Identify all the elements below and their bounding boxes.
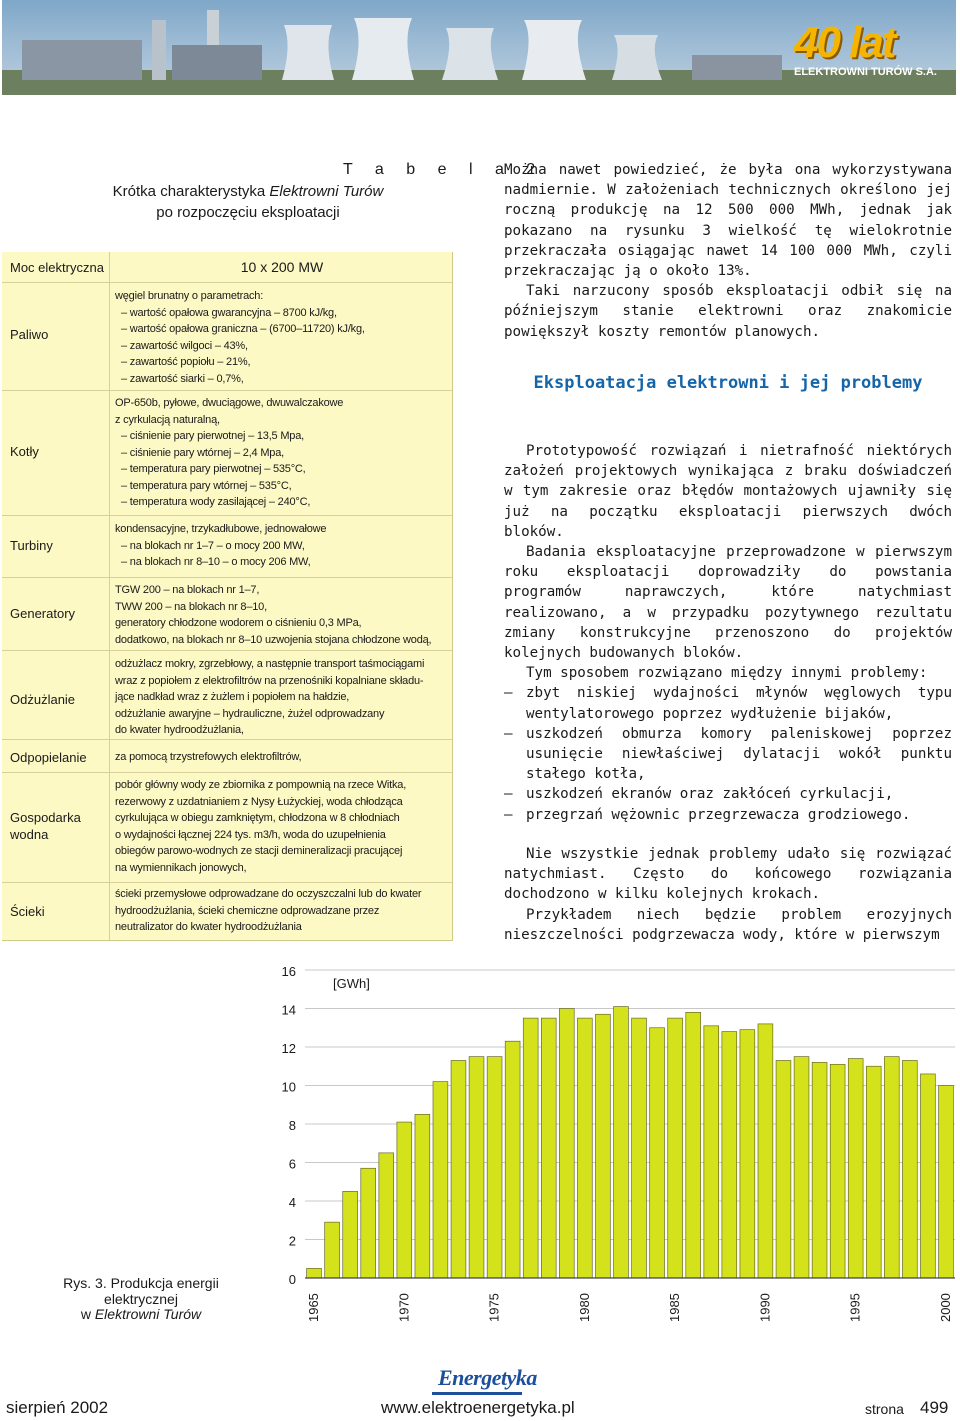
list-item: – przegrzań wężownic przegrzewacza grodziowego. (504, 805, 952, 825)
row-label-odzuzlanie: Odżużlanie (10, 692, 76, 707)
header-banner (2, 0, 956, 95)
paragraph: Nie wszystkie jednak problemy udało się rozwiązać natychmiast. Często do końcowego rozwiązania dochodzono w kilku kolejnych krokach. (504, 846, 952, 903)
bar (812, 1062, 827, 1278)
x-tick-label: 2000 (937, 1293, 953, 1322)
row-value-gospodarka-wodna: pobór główny wody ze zbiornika z pompownią na rzece Witka, rezerwowy z uzdatnianiem z Nysy Łużyckiej, woda chłodząca cyrkulująca w obiegu zamkniętym, chłodzona w 8 chłodniach o wydajności łącznej 224 tys. m3/h, woda do uzupełnienia obiegów parowo-wodnych ze stacji demineralizacji pracującej na wymiennikach jonowych, (115, 779, 407, 874)
footer-page-prefix: strona (865, 1401, 904, 1417)
y-tick-label: 14 (281, 1002, 296, 1018)
x-tick-label: 1970 (396, 1293, 412, 1322)
article-text-bottom (504, 844, 952, 945)
x-tick-label: 1980 (576, 1293, 592, 1322)
y-tick-label: 6 (288, 1156, 296, 1172)
x-tick-label: 1975 (486, 1293, 502, 1322)
bar (415, 1114, 430, 1278)
y-tick-label: 16 (281, 964, 296, 979)
table-caption: Krótka charakterystyka Elektrowni Turów po rozpoczęciu eksploatacji (112, 183, 384, 221)
bar (577, 1018, 592, 1278)
bar (433, 1082, 448, 1278)
section-heading: Eksploatacja elektrowni i jej problemy (533, 373, 923, 393)
bar (379, 1153, 394, 1278)
energetyka-logo-underline (432, 1392, 522, 1395)
bar (361, 1168, 376, 1278)
footer-date: sierpień 2002 (6, 1398, 109, 1417)
bar (505, 1041, 520, 1278)
anniversary-logo: 40 lat (794, 18, 895, 67)
bar (794, 1057, 809, 1278)
x-tick-label: 1995 (847, 1293, 863, 1322)
row-divider (2, 390, 452, 391)
bar (668, 1018, 683, 1278)
row-divider (2, 882, 452, 883)
anniversary-logo-subtitle: ELEKTROWNI TURÓW S.A. (794, 66, 937, 78)
row-label-generatory: Generatory (10, 606, 76, 621)
y-tick-label: 0 (288, 1272, 296, 1287)
x-tick-label: 1990 (757, 1293, 773, 1322)
bar (848, 1059, 863, 1278)
paragraph: Można nawet powiedzieć, że była ona wykorzystywana nadmiernie. W założeniach technicznych określono jej roczną produkcję na 12 500 000 MWh, jednak jak pokazano na rysunku 3 wielkość tę wielokrotnie przekraczała osiągając nawet 14 100 000 MWh, czyli przekraczając ją o około 13%. (504, 162, 952, 280)
row-label-gospodarka-wodna: Gospodarka wodna (10, 810, 81, 842)
bar (921, 1074, 936, 1278)
footer-url[interactable]: www.elektroenergetyka.pl (381, 1398, 575, 1417)
bar (614, 1007, 629, 1278)
bar (397, 1122, 412, 1278)
paragraph: Tym sposobem rozwiązano między innymi problemy: (526, 665, 928, 682)
row-label-paliwo: Paliwo (10, 327, 49, 342)
bar (866, 1066, 881, 1278)
list-item: – uszkodzeń ekranów oraz zakłóceń cyrkulacji, (504, 784, 952, 804)
bar (884, 1057, 899, 1278)
y-tick-label: 2 (288, 1233, 296, 1249)
bar (325, 1222, 340, 1278)
y-tick-label: 10 (281, 1079, 296, 1095)
bar (650, 1028, 665, 1278)
figure-caption: Rys. 3. Produkcja energii elektrycznej w Elektrowni Turów (63, 1275, 219, 1322)
row-label-turbiny: Turbiny (10, 538, 53, 553)
bar (487, 1057, 502, 1278)
bar (559, 1009, 574, 1279)
bar (758, 1024, 773, 1278)
bar (704, 1026, 719, 1278)
row-divider (2, 282, 452, 283)
bar (830, 1064, 845, 1278)
paragraph: Taki narzucony sposób eksploatacji odbił się na późniejszym stanie elektrowni oraz znakomicie powiększył koszty remontów planowych. (504, 283, 952, 340)
list-item: – zbyt niskiej wydajności młynów węglowych typu wentylatorowego poprzez wydłużenie bijaków, (504, 683, 952, 723)
row-divider (2, 772, 452, 773)
row-value-moc: 10 x 200 MW (240, 259, 324, 275)
row-value-odpopielanie: za pomocą trzystrefowych elektrofiltrów, (115, 751, 302, 763)
y-tick-label: 4 (288, 1195, 296, 1210)
bar (596, 1014, 611, 1278)
bar (776, 1060, 791, 1278)
row-label-moc: Moc elektryczna (10, 260, 104, 275)
x-tick-label: 1985 (667, 1293, 683, 1322)
energetyka-logo: Energetyka (438, 1365, 537, 1390)
table-label: T a b e l a 2 (343, 161, 545, 178)
paragraph: Prototypowość rozwiązań i nietrafność niektórych założeń projektowych wynikająca z braku doświadczeń w tym zakresie oraz błędów montażowych ujawniły się już na początku eksploatacji pierwszych dwóch bloków. (504, 443, 952, 540)
y-tick-label: 8 (288, 1118, 296, 1133)
row-divider (2, 577, 452, 578)
production-bar-chart (0, 950, 960, 1330)
bar (939, 1086, 954, 1279)
list-item: – uszkodzeń obmurza komory paleniskowej poprzez usunięcie niewłaściwej dylatacji wokół punktu stałego kotła, (504, 724, 952, 785)
table-column-divider (109, 252, 110, 940)
paragraph: Badania eksploatacyjne przeprowadzone w pierwszym roku eksploatacji doprowadziły do powstania programów naprawczych, które natychmiast realizowano, a w przypadku pozytywnego rezultatu zmiany konstrukcyjne przenoszono do projektów kolejnych budowanych bloków. (504, 544, 952, 662)
bar (343, 1191, 358, 1278)
x-tick-label: 1965 (306, 1293, 322, 1322)
article-text-top (504, 160, 952, 342)
bar (307, 1268, 322, 1278)
row-label-odpopielanie: Odpopielanie (10, 750, 87, 765)
row-label-kotly: Kotły (10, 444, 39, 459)
row-divider (2, 650, 452, 651)
y-unit-label: [GWh] (333, 976, 370, 991)
footer-page-number: 499 (920, 1398, 949, 1417)
row-divider (2, 515, 452, 516)
row-value-odzuzlanie: odżużlacz mokry, zgrzebłowy, a następnie transport taśmociągami wraz z popiołem z elektrofiltrów na przenośniki kopalniane składu- jące nadkład wraz z żużlem i popiołem na hałdzie, odżużlanie awaryjne – hydrauliczne, żużel odprowadzany do kwater hydroodżużlania, (115, 658, 425, 736)
y-tick-label: 12 (281, 1041, 296, 1056)
bar (469, 1057, 484, 1278)
bar (541, 1018, 556, 1278)
row-value-turbiny: kondensacyjne, trzykadłubowe, jednowałowe – na blokach nr 1–7 – o mocy 200 MW, – na blokach nr 8–10 – o mocy 206 MW, (115, 523, 327, 568)
bar (902, 1060, 917, 1278)
article-text-body (504, 441, 952, 825)
bar (632, 1018, 647, 1278)
row-value-scieki: ścieki przemysłowe odprowadzane do oczyszczalni lub do kwater hydroodżużlania, ścieki chemiczne odprowadzane przez neutralizator do kwater hydroodżużlania (115, 888, 422, 933)
bar (722, 1032, 737, 1278)
bar (686, 1012, 701, 1278)
bar (451, 1060, 466, 1278)
row-value-paliwo: węgiel brunatny o parametrach: – wartość opałowa gwarancyjna – 8700 kJ/kg, – wartość opałowa graniczna – (6700–11720) kJ/kg, – zawartość wilgoci – 43%, – zawartość popiołu – 21%, – zawartość siarki – 0,7%, (115, 290, 365, 385)
bar (523, 1018, 538, 1278)
characteristics-table (2, 252, 453, 941)
row-label-scieki: Ścieki (10, 904, 45, 919)
row-value-kotly: OP-650b, pyłowe, dwuciągowe, dwuwalczakowe z cyrkulacją naturalną, – ciśnienie pary pierwotnej – 13,5 Mpa, – ciśnienie pary wtórnej – 2,4 Mpa, – temperatura pary pierwotnej – 535°C, – temperatura pary wtórnej – 535°C, – temperatura wody zasilającej – 240°C, (115, 397, 344, 508)
paragraph: Przykładem niech będzie problem erozyjnych nieszczelności podgrzewacza wody, które w pierwszym (504, 906, 952, 943)
bar (740, 1030, 755, 1278)
row-divider (2, 739, 452, 740)
row-value-generatory: TGW 200 – na blokach nr 1–7, TWW 200 – na blokach nr 8–10, generatory chłodzone wodorem o ciśnieniu 0,3 MPa, dodatkowo, na blokach nr 8–10 uzwojenia stojana chłodzone wodą, (115, 584, 432, 646)
